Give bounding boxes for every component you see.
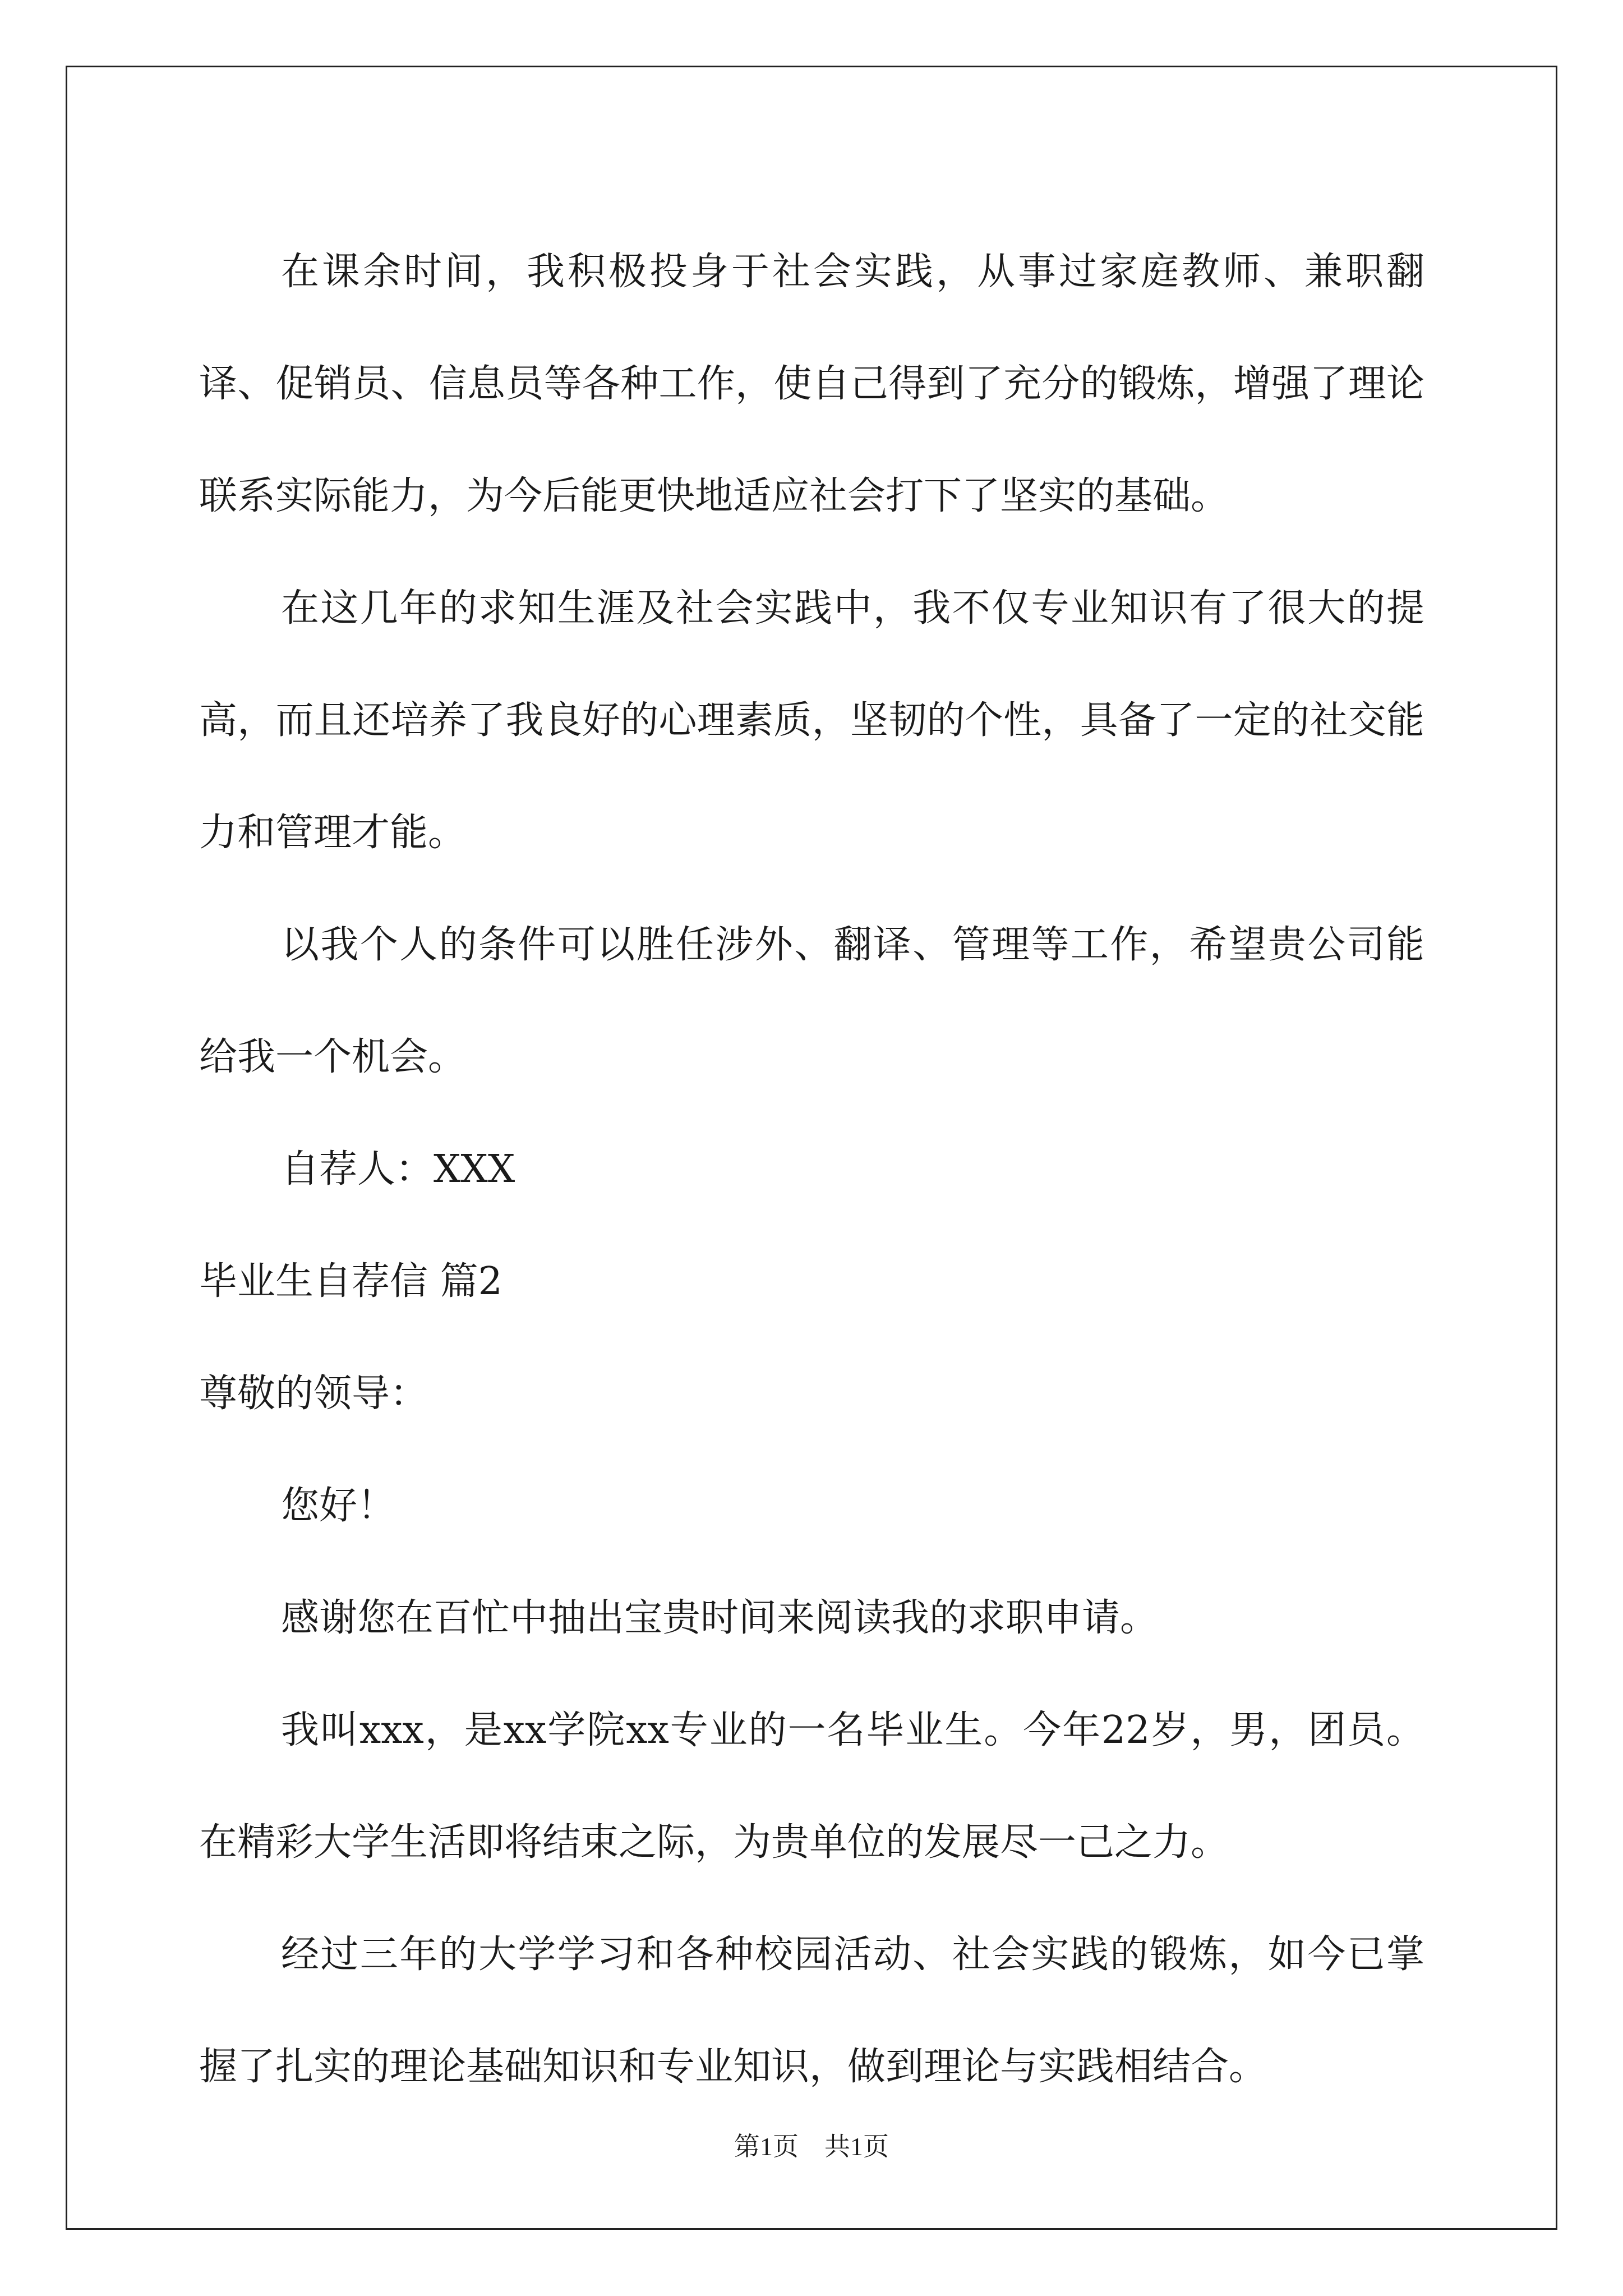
document-body xyxy=(199,216,1424,2123)
paragraph-introduction: 我叫xxx，是xx学院xx专业的一名毕业生。今年22岁，男，团员。在精彩大学生活即将结束之际，为贵单位的发展尽一己之力。 xyxy=(199,1708,1424,1865)
paragraph-qualification: 以我个人的条件可以胜任涉外、翻译、管理等工作，希望贵公司能给我一个机会。 xyxy=(199,923,1424,1079)
salutation: 尊敬的领导： xyxy=(199,1372,428,1416)
signature-line: 自荐人：XXX xyxy=(281,1147,515,1191)
paragraph-social-practice: 在课余时间，我积极投身于社会实践，从事过家庭教师、兼职翻译、促销员、信息员等各种工作，使自己得到了充分的锻炼，增强了理论联系实际能力，为今后能更快地适应社会打下了坚实的基础。 xyxy=(199,250,1424,518)
paragraph-thanks: 感谢您在百忙中抽出宝贵时间来阅读我的求职申请。 xyxy=(281,1596,1159,1640)
page-number-footer: 第1页 共1页 xyxy=(734,2132,889,2161)
greeting: 您好！ xyxy=(281,1484,396,1528)
paragraph-experience: 经过三年的大学学习和各种校园活动、社会实践的锻炼，如今已掌握了扎实的理论基础知识和专业知识，做到理论与实践相结合。 xyxy=(199,1932,1424,2089)
paragraph-growth: 在这几年的求知生涯及社会实践中，我不仅专业知识有了很大的提高，而且还培养了我良好的心理素质，坚韧的个性，具备了一定的社交能力和管理才能。 xyxy=(199,586,1424,855)
section-heading: 毕业生自荐信 篇2 xyxy=(199,1259,502,1304)
